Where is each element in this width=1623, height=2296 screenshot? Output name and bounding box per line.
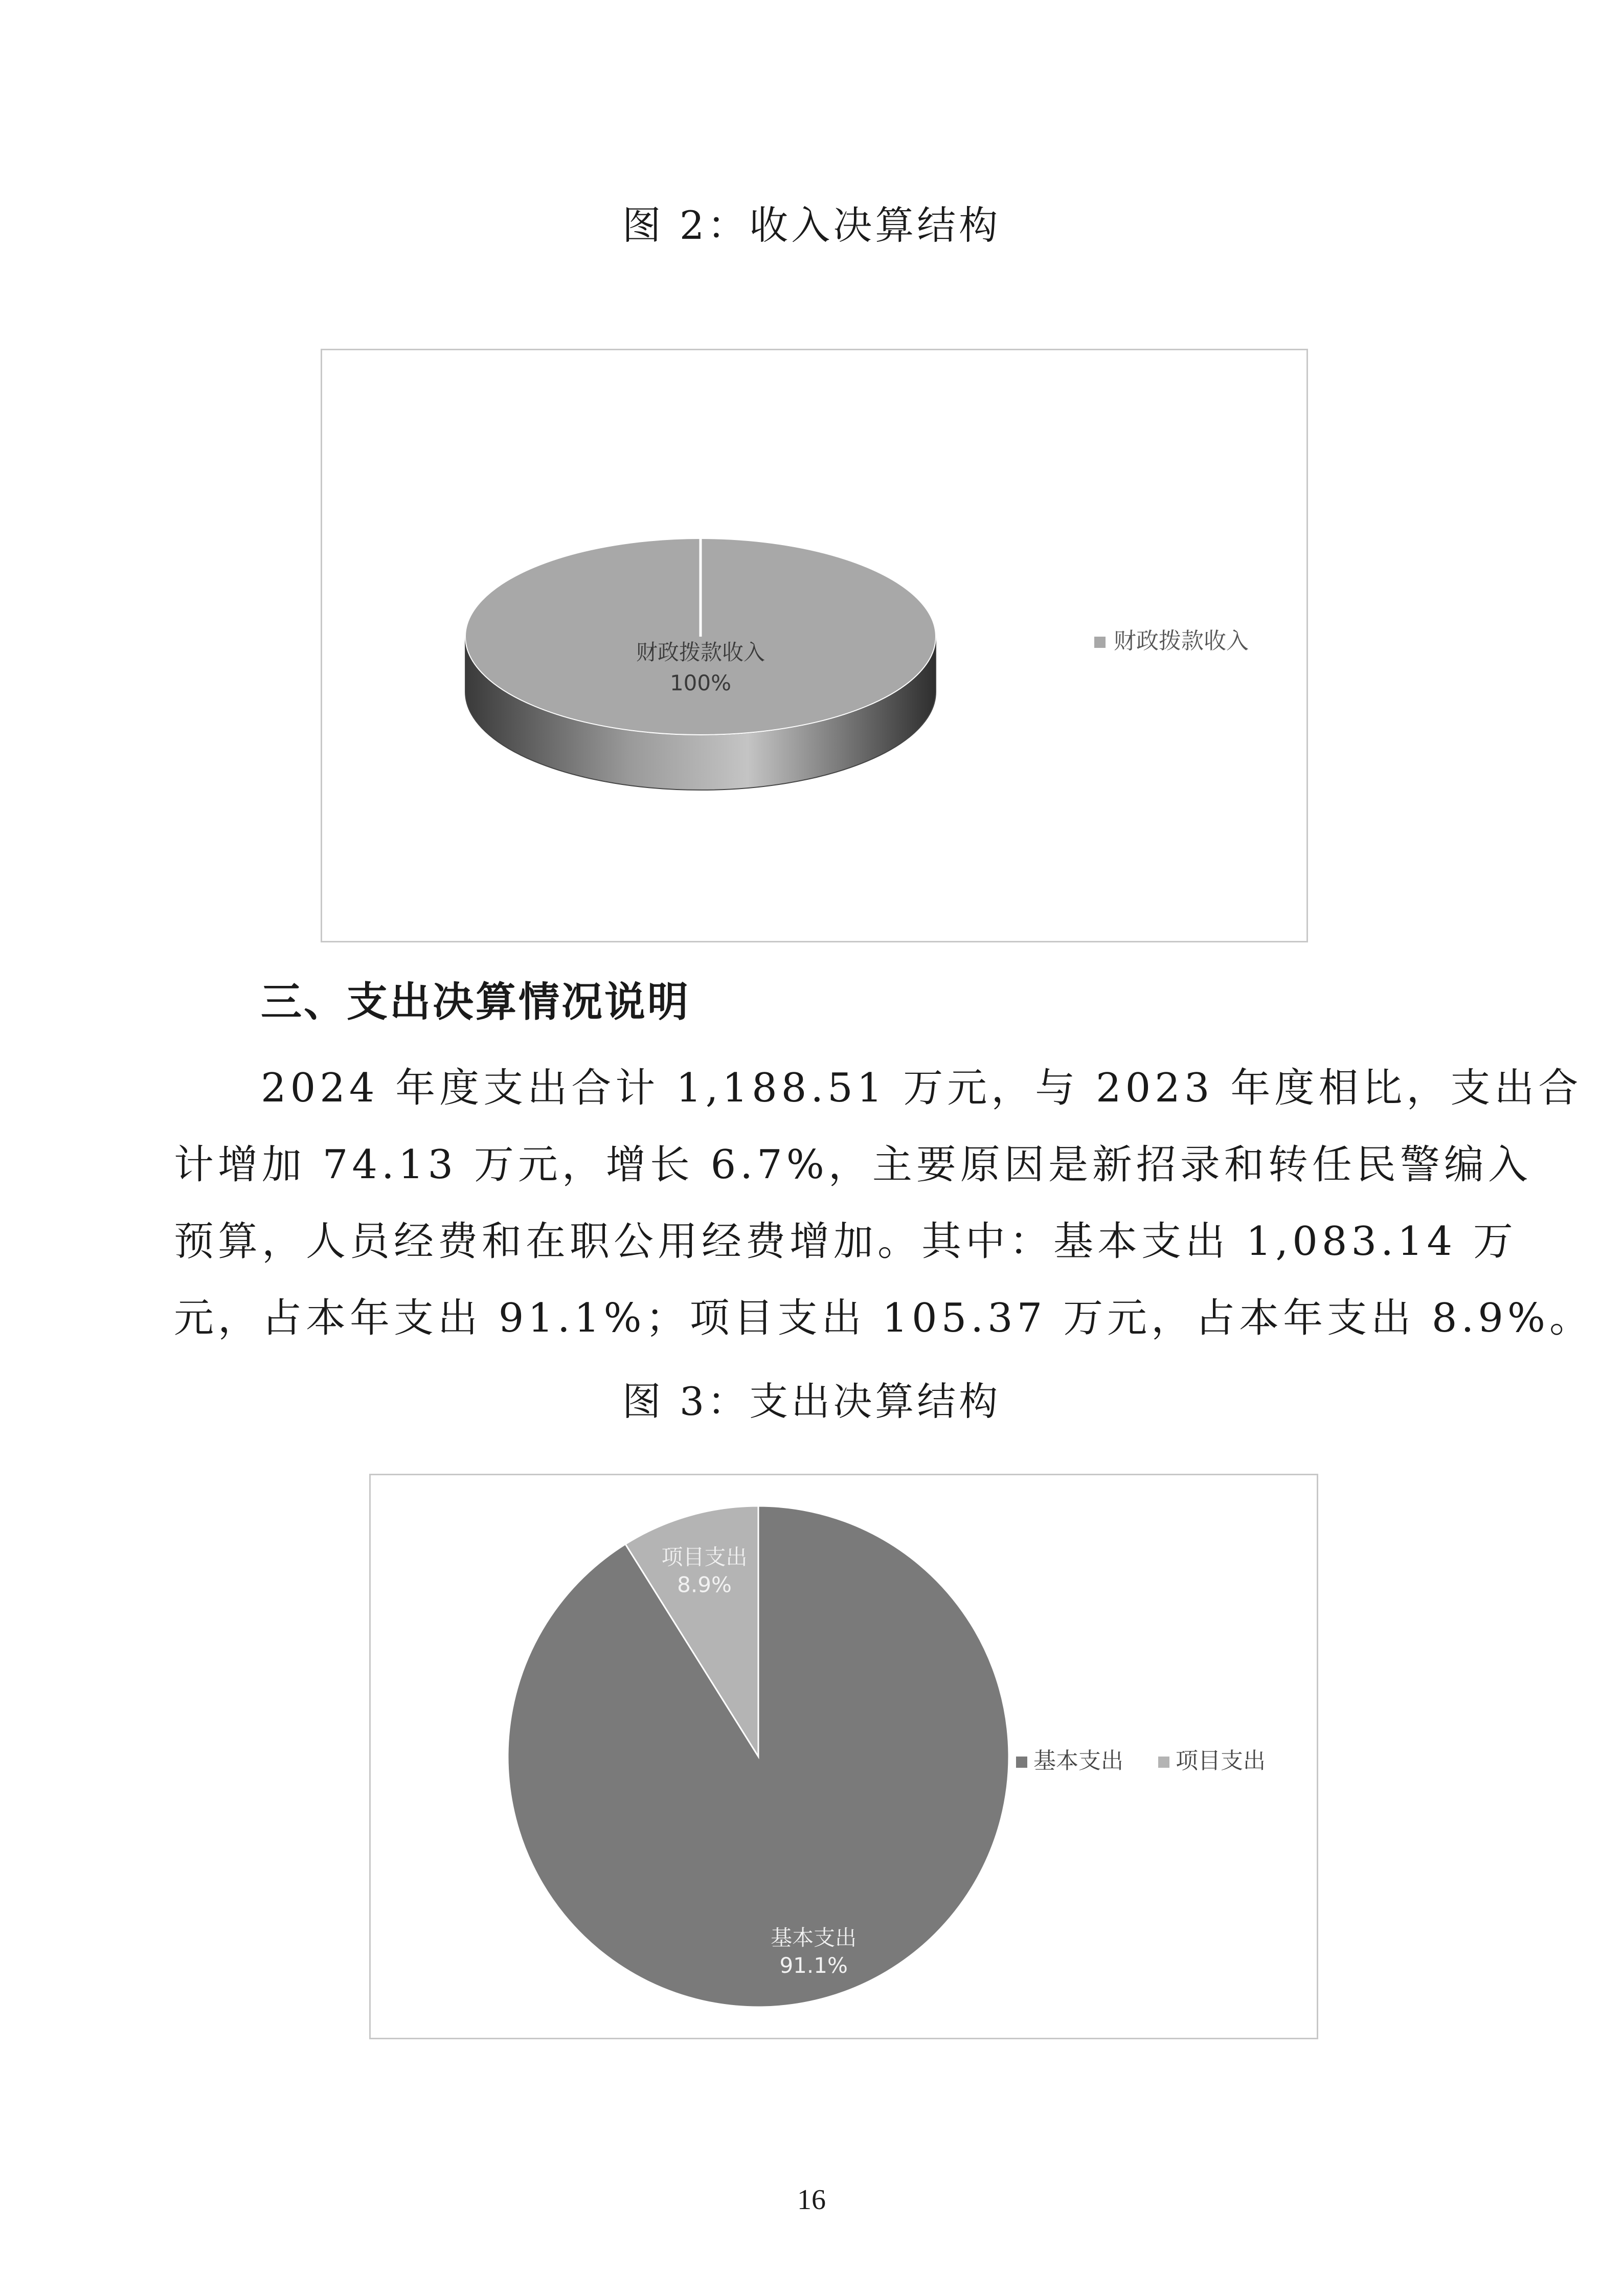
expense-pie-slices bbox=[508, 1506, 1009, 2007]
legend-swatch-project bbox=[1158, 1757, 1169, 1768]
paragraph-line-4: 元，占本年支出 91.1%；项目支出 105.37 万元，占本年支出 8.9%。 bbox=[174, 1295, 1594, 1341]
slice-label-project-name: 项目支出 bbox=[661, 1544, 748, 1570]
slice-label-project-value: 8.9% bbox=[677, 1572, 732, 1597]
income-structure-chart bbox=[321, 349, 1308, 942]
income-slice-label: 财政拨款收入 bbox=[636, 640, 765, 665]
slice-label-basic-name: 基本支出 bbox=[771, 1925, 857, 1950]
expense-structure-chart bbox=[369, 1474, 1318, 2039]
income-pie-svg bbox=[322, 350, 1306, 941]
paragraph-line-1: 2024 年度支出合计 1,188.51 万元，与 2023 年度相比，支出合 bbox=[261, 1065, 1583, 1111]
figure-2-caption: 图 2：收入决算结构 bbox=[622, 202, 1001, 248]
legend-swatch-fiscal bbox=[1094, 637, 1106, 648]
slice-label-basic-value: 91.1% bbox=[779, 1952, 848, 1978]
income-slice-percent: 100% bbox=[669, 670, 732, 695]
legend-swatch-basic bbox=[1016, 1757, 1027, 1768]
legend-label-project: 项目支出 bbox=[1176, 1748, 1266, 1774]
figure-3-caption: 图 3：支出决算结构 bbox=[622, 1379, 1001, 1424]
expense-pie-svg bbox=[371, 1475, 1317, 2038]
paragraph-line-3: 预算，人员经费和在职公用经费增加。其中：基本支出 1,083.14 万 bbox=[174, 1219, 1517, 1265]
legend-label-basic: 基本支出 bbox=[1033, 1748, 1123, 1774]
page-number: 16 bbox=[797, 2184, 826, 2216]
section-heading: 三、支出决算情况说明 bbox=[261, 978, 690, 1026]
legend-label-fiscal: 财政拨款收入 bbox=[1114, 628, 1249, 654]
paragraph-line-2: 计增加 74.13 万元，增长 6.7%，主要原因是新招录和转任民警编入 bbox=[174, 1142, 1532, 1188]
